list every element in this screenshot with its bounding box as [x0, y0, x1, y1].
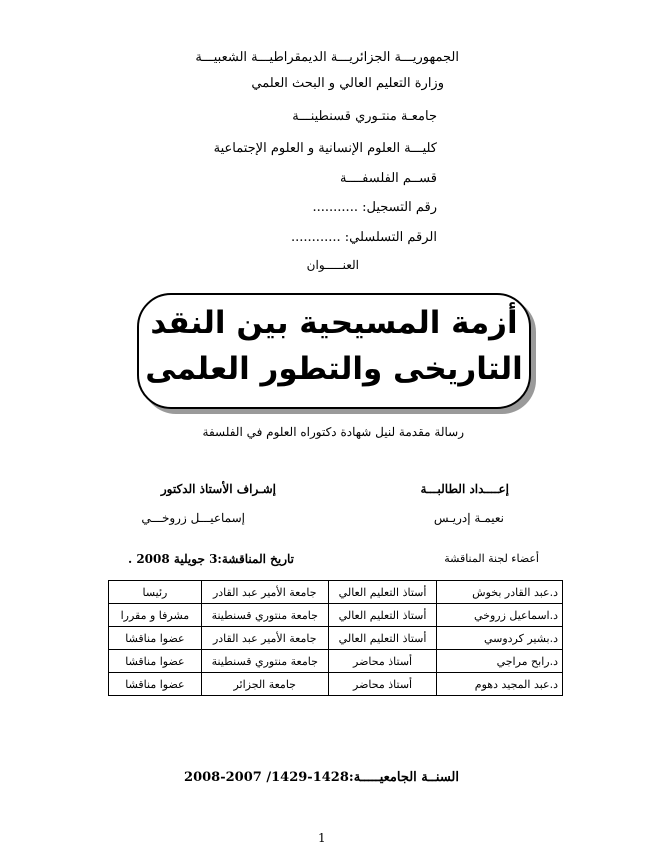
jury-member-rank: أستاذ محاضر — [328, 673, 437, 696]
table-row — [109, 650, 563, 673]
jury-table — [108, 580, 563, 696]
title-box — [137, 293, 531, 409]
jury-member-name: د.اسماعيل زروخي — [437, 604, 563, 627]
jury-member-rank: أستاذ التعليم العالي — [328, 581, 437, 604]
jury-member-name: د.بشير كردوسي — [437, 627, 563, 650]
university-name: جامعـة منتـوري قسنطينـــة — [292, 109, 437, 124]
republic-header: الجمهوريـــة الجزائريـــة الديمقراطيـــة الشعبيـــة — [195, 50, 459, 65]
jury-member-rank: أستاذ محاضر — [328, 650, 437, 673]
jury-member-university: جامعة الأمير عبد القادر — [201, 627, 328, 650]
title-line-1: أزمة المسيحية بين النقد — [150, 305, 518, 341]
table-row — [109, 627, 563, 650]
supervisor-name: إسماعيـــل زروخـــي — [141, 511, 245, 525]
jury-member-name: د.عبد القادر بخوش — [437, 581, 563, 604]
jury-member-rank: أستاذ التعليم العالي — [328, 604, 437, 627]
registration-number: رقم التسجيل: ........... — [312, 200, 437, 215]
jury-member-role: مشرفا و مقررا — [109, 604, 202, 627]
preparer-label: إعــــداد الطالبـــة — [420, 482, 509, 496]
jury-member-university: جامعة الأمير عبد القادر — [201, 581, 328, 604]
jury-member-university: جامعة منتوري قسنطينة — [201, 604, 328, 627]
ministry-header: وزارة التعليم العالي و البحث العلمي — [251, 76, 444, 91]
jury-member-role: عضوا مناقشا — [109, 627, 202, 650]
page-number: 1 — [318, 831, 326, 845]
title-label: العنـــــوان — [306, 258, 359, 272]
jury-member-name: د.عبد المجيد دهوم — [437, 673, 563, 696]
jury-member-role: رئيسا — [109, 581, 202, 604]
defense-date: تاريخ المناقشة:3 جويلية 2008 . — [127, 552, 294, 566]
supervisor-label: إشـراف الأستاذ الدكتور — [160, 482, 276, 496]
table-row — [109, 673, 563, 696]
jury-member-university: جامعة الجزائر — [201, 673, 328, 696]
table-row — [109, 604, 563, 627]
jury-member-role: عضوا مناقشا — [109, 650, 202, 673]
preparer-name: نعيمـة إدريـس — [433, 511, 504, 525]
jury-member-role: عضوا مناقشا — [109, 673, 202, 696]
thesis-subtitle: رسالة مقدمة لنيل شهادة دكتوراه العلوم في الفلسفة — [202, 425, 464, 439]
jury-label: أعضاء لجنة المناقشة — [444, 552, 539, 565]
academic-year: السنــة الجامعيـــــة:1428-1429/ 2007-2008 — [184, 770, 459, 785]
serial-number: الرقم التسلسلي: ............ — [291, 230, 437, 245]
department-name: قســم الفلسفــــة — [339, 171, 437, 186]
jury-member-name: د.رابح مراجي — [437, 650, 563, 673]
jury-member-university: جامعة منتوري قسنطينة — [201, 650, 328, 673]
faculty-name: كليـــة العلوم الإنسانية و العلوم الإجتماعية — [213, 141, 437, 156]
jury-member-rank: أستاذ التعليم العالي — [328, 627, 437, 650]
table-row — [109, 581, 563, 604]
title-line-2: التاريخى والتطور العلمى — [145, 351, 523, 387]
